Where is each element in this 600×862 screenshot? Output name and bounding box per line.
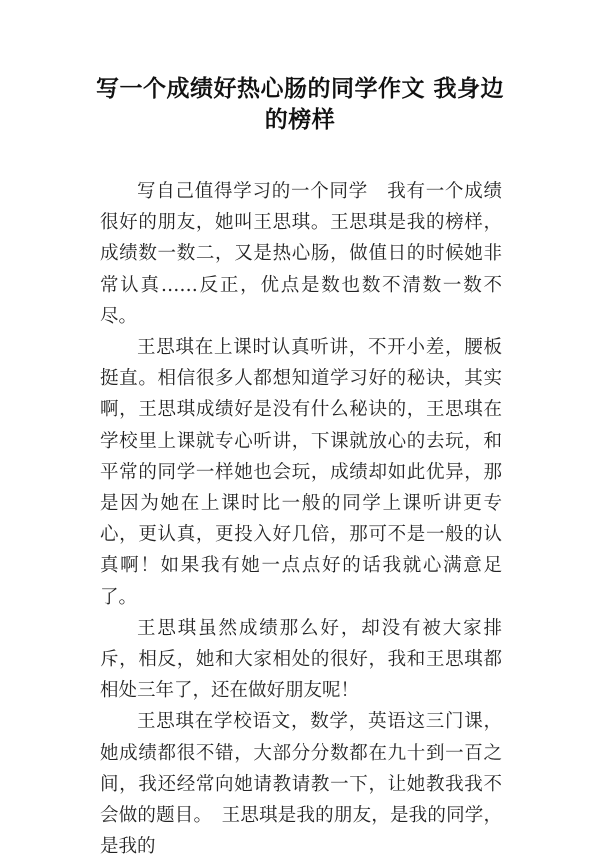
paragraph-2: 王思琪在上课时认真听讲，不开小差，腰板挺直。相信很多人都想知道学习好的秘诀，其实啊，王思琪成绩好是没有什么秘诀的，王思琪在学校里上课就专心听讲，下课就放心的去玩，和平常的同学一样她也会玩，成绩却如此优异，那是因为她在上课时比一般的同学上课听讲更专心，更认真，更投入好几倍，那可不是一般的认真啊！如果我有她一点点好的话我就心满意足了。 [100, 337, 502, 608]
paragraph-3: 王思琪虽然成绩那么好，却没有被大家排斥，相反，她和大家相处的很好，我和王思琪都相处三年了，还在做好朋友呢！ [100, 617, 502, 702]
document-body [100, 176, 502, 862]
paragraph-1: 写自己值得学习的一个同学 我有一个成绩很好的朋友，她叫王思琪。王思琪是我的榜样，成绩数一数二，又是热心肠，做值日的时候她非常认真……反正，优点是数也数不清数一数不尽。 [100, 181, 502, 327]
document-title: 写一个成绩好热心肠的同学作文 我身边的榜样 [95, 76, 504, 133]
paragraph-4: 王思琪在学校语文，数学，英语这三门课，她成绩都很不错，大部分分数都在九十到一百之间，我还经常向她请教请教一下，让她教我我不会做的题目。 王思琪是我的朋友，是我的同学，是我的 [100, 711, 502, 858]
